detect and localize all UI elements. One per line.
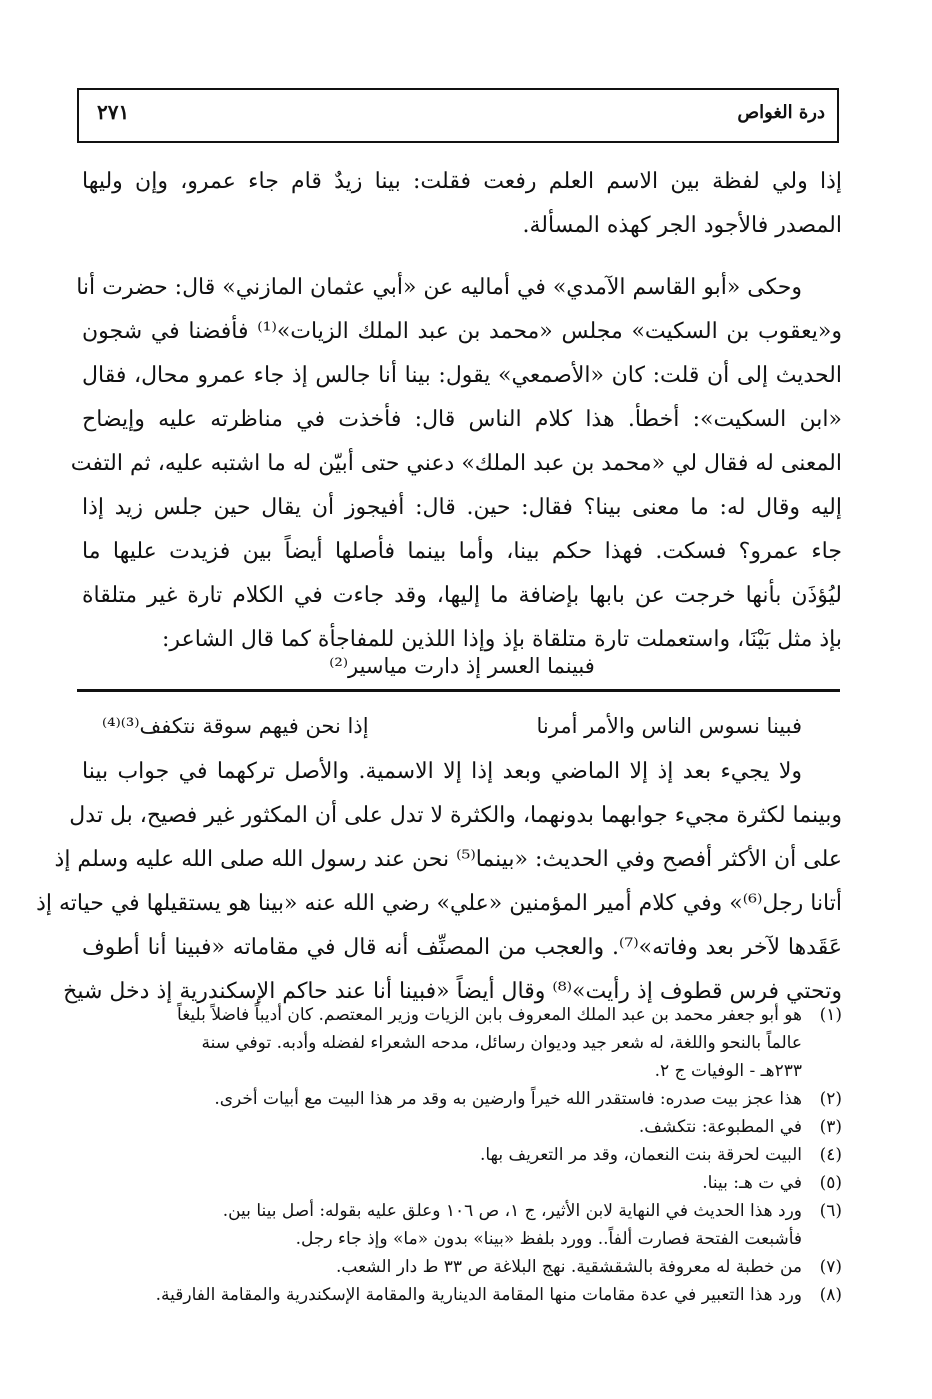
footnote-5: (٥)في ت هـ: بينا. (702, 1173, 842, 1193)
footnote-8: (٨)ورد هذا التعبير في عدة مقامات منها المقامة الدينارية والمقامة الإسكندرية والمقامة الفارقية. (155, 1285, 842, 1305)
footnote-1-cont: عالماً بالنحو واللغة، له شعر جيد وديوان رسائل، مدحه الشعراء لفضله وأدبه. توفي سنة (201, 1033, 802, 1053)
footnote-7: (٧)من خطبة له معروفة بالشقشقية. نهج البلاغة ص ٣٣ ط دار الشعب. (335, 1257, 842, 1277)
text-line: ليُؤذَن بأنها خرجت عن بابها بإضافة ما إليها، وقد جاءت في الكلام تارة غير متلقاة (82, 583, 842, 608)
text-line: وحكى «أبو القاسم الآمدي» في أماليه عن «أبي عثمان المازني» قال: حضرت أنا (76, 275, 802, 300)
verse-line-1 (82, 644, 842, 688)
text-line: و«يعقوب بن السكيت» مجلس «محمد بن عبد الملك الزيات»⁽¹⁾ فأفضنا في شجون (82, 319, 842, 344)
footnote-2: (٢)هذا عجز بيت صدره: فاستقدر الله خيراً وارضين به وقد مر هذا البيت مع أبيات أخرى. (214, 1089, 842, 1109)
footnote-1: (١)هو أبو جعفر محمد بن عبد الملك المعروف بابن الزيات وزير المعتصم. كان أديباً فاضلاً بليغاً (177, 1005, 842, 1025)
footnote-1-cont: ٢٣٣هـ - الوفيات ج ٢. (654, 1061, 802, 1081)
running-title: درة الغواص (737, 102, 825, 123)
footnote-4: (٤)البيت لحرقة بنت النعمان، وقد مر التعريف بها. (479, 1145, 842, 1165)
text-line: إليه وقال له: ما معنى بينا؟ فقال: حين. قال: أفيجوز أن يقال حين جلس زيد إذا (82, 495, 842, 520)
text-line: «ابن السكيت»: أخطأ. هذا كلام الناس قال: فأخذت في مناظرته عليه وإيضاح (82, 407, 842, 432)
text-line: على أن الأكثر أفصح وفي الحديث: «بينما⁽⁵⁾ نحن عند رسول الله صلى الله عليه وسلم إذ (54, 847, 842, 872)
running-header (77, 88, 839, 143)
footnote-3: (٣)في المطبوعة: نتكشف. (638, 1117, 842, 1137)
divider-rule (77, 689, 840, 692)
paragraph-1 (82, 160, 842, 248)
paragraph-2 (70, 266, 842, 662)
verse-text: فبينما العسر إذ دارت مياسير⁽²⁾ (329, 654, 595, 678)
text-line: الحديث إلى أن قلت: كان «الأصمعي» يقول: بينا أنا جالس إذ جاء عمرو محال، فقال (82, 363, 842, 388)
text-line: بإذ مثل بَيْنَا، واستعملت تارة متلقاة بإذ وإذا اللذين للمفاجأة كما قال الشاعر: (162, 627, 842, 652)
footnote-6: (٦)ورد هذا الحديث في النهاية لابن الأثير، ج ١، ص ١٠٦ وعلق عليه بقوله: أصل بينا بين. (222, 1201, 842, 1221)
text-line: المصدر فالأجود الجر كهذه المسألة. (522, 213, 842, 238)
text-line: عَقَدها لآخر بعد وفاته»⁽⁷⁾. والعجب من المصنِّف أنه قال في مقاماته «فبينا أنا أطوف (82, 935, 842, 960)
text-line: ولا يجيء بعد إذ إلا الماضي وبعد إذا إلا الاسمية. والأصل تركهما في جواب بينا (82, 759, 802, 784)
text-line: إذا ولي لفظة بين الاسم العلم رفعت فقلت: بينا زيدٌ قام جاء عمرو، وإن وليها (82, 169, 842, 194)
page-number: ٢٧١ (97, 100, 130, 124)
text-line: المعنى له فقال لي «محمد بن عبد الملك» دعني حتى أبيّن له ما اشتبه عليه، ثم التفت (70, 451, 842, 476)
text-line: وتحتي فرس قطوف إذ رأيت»⁽⁸⁾ وقال أيضاً «فبينا أنا عند حاكم الإسكندرية إذ دخل شيخ (63, 979, 842, 1004)
paragraph-3 (36, 750, 842, 1014)
footnotes (82, 1001, 842, 1309)
footnote-6-cont: فأشبعت الفتحة فصارت ألفاً.. وورد بلفظ «بينا» بدون «ما» وإذ جاء رجل. (295, 1229, 802, 1249)
text-line: جاء عمرو؟ فسكت. فهذا حكم بينا، وأما بينما فأصلها أيضاً بين فزيدت عليها ما (82, 539, 842, 564)
verse-line-2 (102, 704, 802, 748)
text-line: أتانا رجل⁽⁶⁾» وفي كلام أمير المؤمنين «علي» رضي الله عنه «بينا هو يستقيلها في حياته إذ (36, 891, 842, 916)
verse-hemistich-1: فبينا نسوس الناس والأمر أمرنا (536, 714, 802, 738)
text-line: وبينما لكثرة مجيء جوابهما بدونهما، والكثرة لا تدل على أن المكثور غير فصيح، بل تدل (69, 803, 842, 828)
verse-hemistich-2: إذا نحن فيهم سوقة نتكفف⁽³⁾⁽⁴⁾ (102, 714, 369, 738)
